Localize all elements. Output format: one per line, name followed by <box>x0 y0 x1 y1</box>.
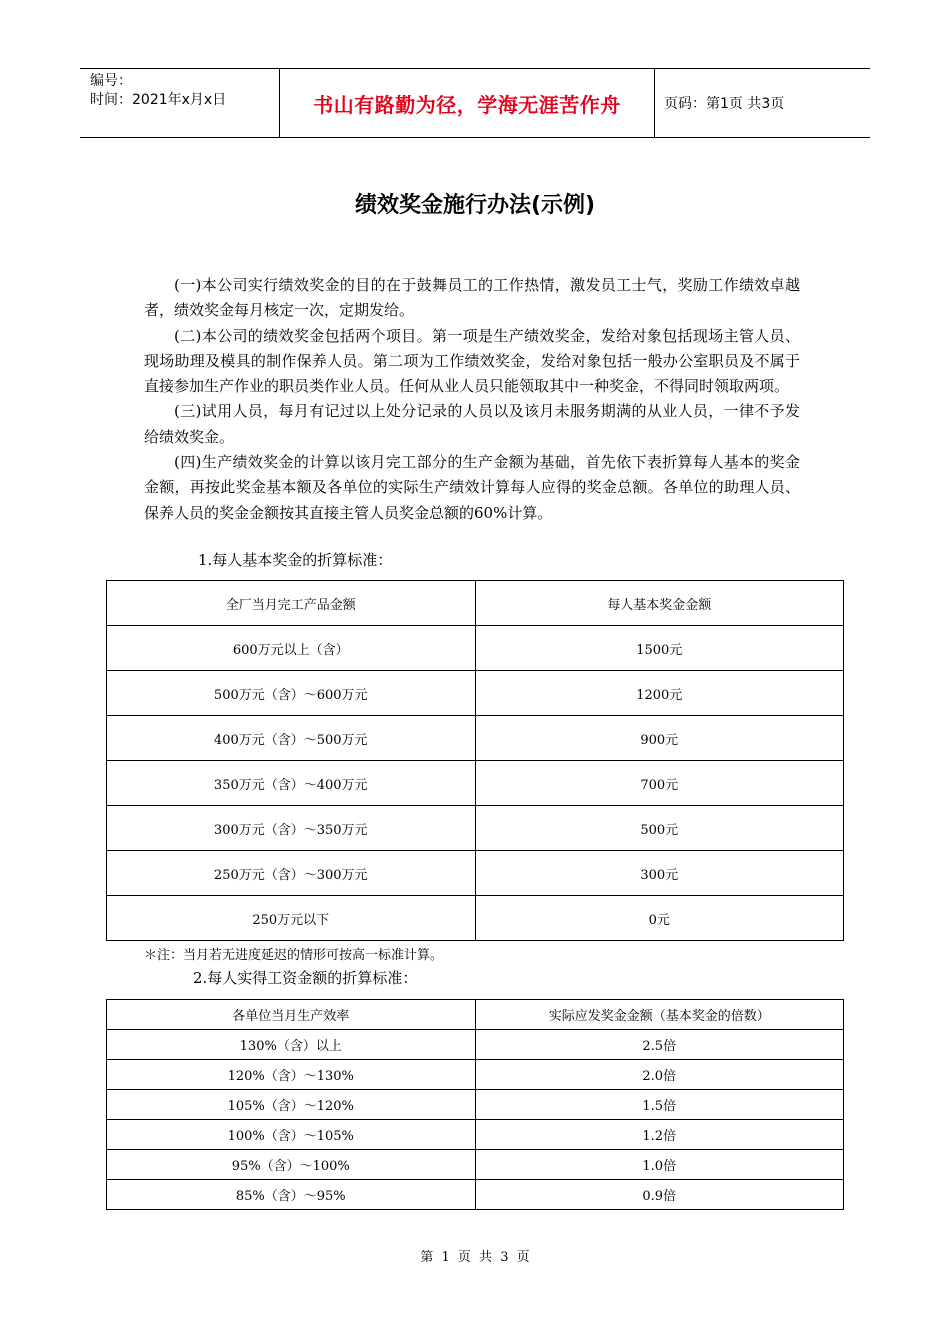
table-row <box>107 716 844 761</box>
table-cell: 600万元以上（含） <box>107 626 476 671</box>
table-note: ＊注：当月若无进度延迟的情形可按高一标准计算。 <box>144 948 444 963</box>
document-body <box>144 273 800 526</box>
table-row <box>107 806 844 851</box>
table-cell: 120%（含）～130% <box>107 1060 476 1090</box>
paragraph-4: (四)生产绩效奖金的计算以该月完工部分的生产金额为基础，首先依下表折算每人基本的奖金金额，再按此奖金基本额及各单位的实际生产绩效计算每人应得的奖金总额。各单位的助理人员、保养人员的奖金金额按其直接主管人员奖金总额的60%计算。 <box>144 453 800 522</box>
table-row <box>107 1060 844 1090</box>
paragraph-1: (一)本公司实行绩效奖金的目的在于鼓舞员工的工作热情，激发员工士气，奖励工作绩效卓越者，绩效奖金每月核定一次，定期发给。 <box>144 276 800 320</box>
table-cell: 1500元 <box>475 626 844 671</box>
table-cell: 130%（含）以上 <box>107 1030 476 1060</box>
table-cell: 250万元以下 <box>107 896 476 941</box>
table-header-cell: 实际应发奖金金额（基本奖金的倍数） <box>475 1000 844 1030</box>
header-number-label: 编号： <box>90 73 132 89</box>
table-cell: 700元 <box>475 761 844 806</box>
table-cell: 500万元（含）～600万元 <box>107 671 476 716</box>
table-cell: 250万元（含）～300万元 <box>107 851 476 896</box>
table-header-cell: 每人基本奖金金额 <box>475 581 844 626</box>
table-cell: 1.0倍 <box>475 1150 844 1180</box>
header-date-label: 时间：2021年x月x日 <box>90 92 227 108</box>
table-cell: 300万元（含）～350万元 <box>107 806 476 851</box>
table-header-row <box>107 1000 844 1030</box>
table-cell: 85%（含）～95% <box>107 1180 476 1210</box>
header-motto: 书山有路勤为径，学海无涯苦作舟 <box>280 69 655 137</box>
table-cell: 0元 <box>475 896 844 941</box>
table-cell: 1.2倍 <box>475 1120 844 1150</box>
table-row <box>107 1090 844 1120</box>
table-cell: 1.5倍 <box>475 1090 844 1120</box>
paragraph-3: (三)试用人员，每月有记过以上处分记录的人员以及该月未服务期满的从业人员，一律不予发给绩效奖金。 <box>144 402 800 446</box>
table-header-row <box>107 581 844 626</box>
paragraph-2: (二)本公司的绩效奖金包括两个项目。第一项是生产绩效奖金，发给对象包括现场主管人员、现场助理及模具的制作保养人员。第二项为工作绩效奖金，发给对象包括一般办公室职员及不属于直接参加生产作业的职员类作业人员。任何从业人员只能领取其中一种奖金，不得同时领取两项。 <box>144 326 800 396</box>
table-row <box>107 671 844 716</box>
table-cell: 105%（含）～120% <box>107 1090 476 1120</box>
page-footer: 第 1 页 共 3 页 <box>420 1250 530 1265</box>
table-header-cell: 全厂当月完工产品金额 <box>107 581 476 626</box>
table-cell: 350万元（含）～400万元 <box>107 761 476 806</box>
table-cell: 400万元（含）～500万元 <box>107 716 476 761</box>
table-cell: 0.9倍 <box>475 1180 844 1210</box>
section-1-title: 1.每人基本奖金的折算标准： <box>198 551 393 569</box>
table-cell: 900元 <box>475 716 844 761</box>
table-cell: 1200元 <box>475 671 844 716</box>
section-2-title: 2.每人实得工资金额的折算标准： <box>193 969 418 987</box>
table-cell: 95%（含）～100% <box>107 1150 476 1180</box>
table-cell: 500元 <box>475 806 844 851</box>
document-title: 绩效奖金施行办法(示例) <box>354 193 596 218</box>
table-header-cell: 各单位当月生产效率 <box>107 1000 476 1030</box>
table-row <box>107 851 844 896</box>
table-row <box>107 1150 844 1180</box>
table-row <box>107 626 844 671</box>
table-row <box>107 1180 844 1210</box>
table-cell: 2.0倍 <box>475 1060 844 1090</box>
basic-bonus-table <box>106 580 844 941</box>
document-header <box>80 68 870 138</box>
table-cell: 300元 <box>475 851 844 896</box>
table-row <box>107 1120 844 1150</box>
efficiency-multiplier-table <box>106 999 844 1210</box>
header-page-label: 页码：第1页 共3页 <box>664 96 785 112</box>
table-row <box>107 896 844 941</box>
table-row <box>107 761 844 806</box>
table-cell: 2.5倍 <box>475 1030 844 1060</box>
header-info-cell <box>80 69 280 137</box>
table-row <box>107 1030 844 1060</box>
table-cell: 100%（含）～105% <box>107 1120 476 1150</box>
